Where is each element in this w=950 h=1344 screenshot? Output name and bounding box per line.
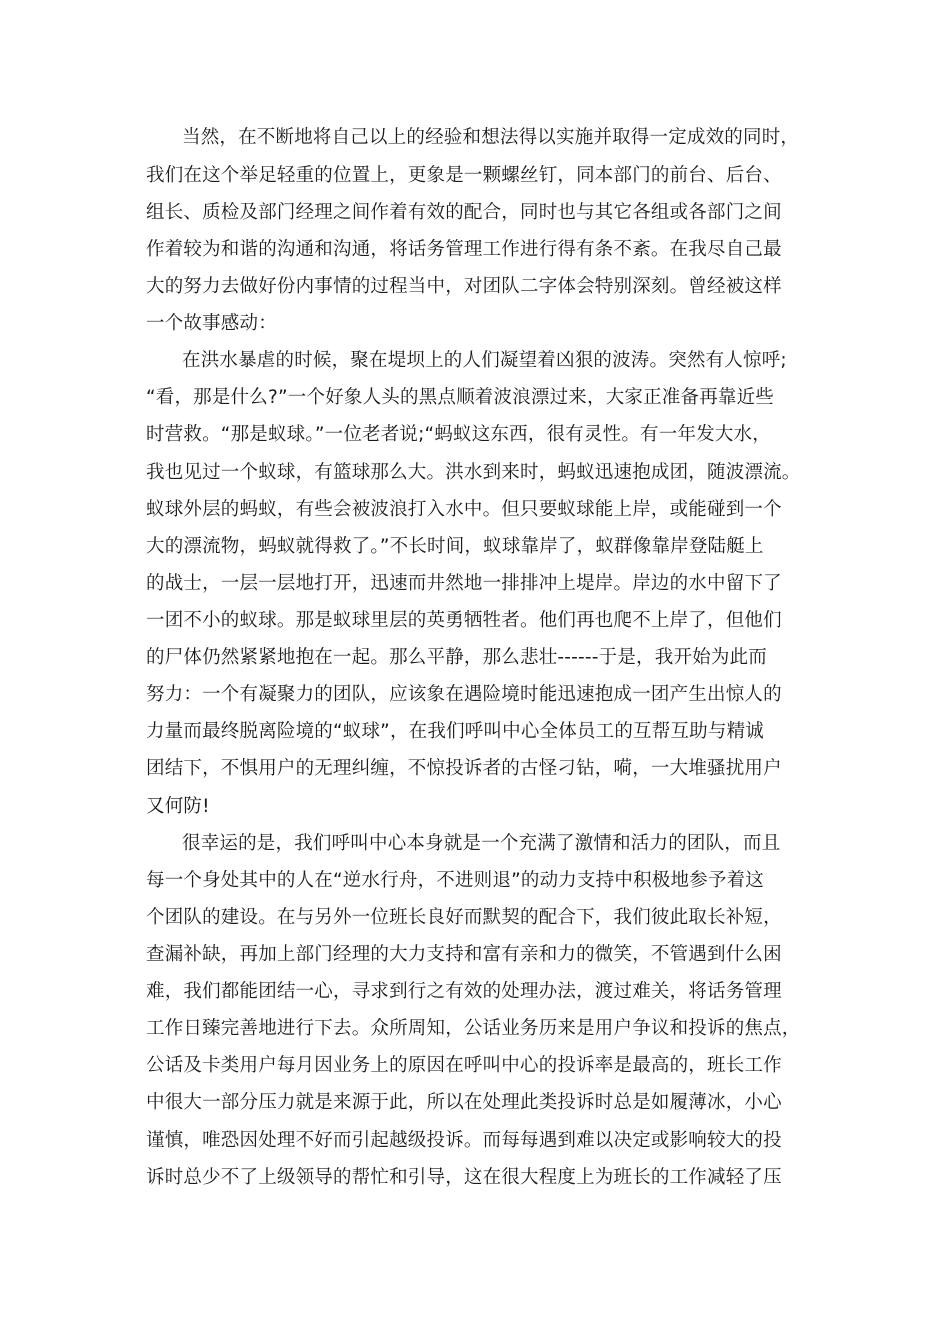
text-line: 在洪水暴虐的时候，聚在堤坝上的人们凝望着凶狠的波涛。突然有人惊呼; [182,350,787,371]
text-line: 个团队的建设。在与另外一位班长良好而默契的配合下，我们彼此取长补短， [146,907,782,928]
text-line: 努力：一个有凝聚力的团队，应该象在遇险境时能迅速抱成一团产生出惊人的 [146,684,782,705]
text-line: 一个故事感动： [146,313,277,334]
text-line: 的尸体仍然紧紧地抱在一起。那么平静，那么悲壮------于是，我开始为此而 [146,647,767,668]
text-line: 每一个身处其中的人在“逆水行舟，不进则退”的动力支持中积极地参予着这 [146,870,764,891]
text-line: 公话及卡类用户每月因业务上的原因在呼叫中心的投诉率是最高的，班长工作 [146,1055,782,1076]
text-line: 当然，在不断地将自己以上的经验和想法得以实施并取得一定成效的同时， [182,127,800,148]
text-line: 团结下，不惧用户的无理纠缠，不惊投诉者的古怪刁钻，嗬，一大堆骚扰用户 [146,758,782,779]
text-line: 我们在这个举足轻重的位置上，更象是一颗螺丝钉，同本部门的前台、后台、 [146,165,782,186]
text-line: 我也见过一个蚁球，有篮球那么大。洪水到来时，蚂蚁迅速抱成团，随波漂流。 [146,462,801,483]
text-line: 工作日臻完善地进行下去。众所周知，公话业务历来是用户争议和投诉的焦点， [146,1018,801,1039]
text-line: 查漏补缺，再加上部门经理的大力支持和富有亲和力的微笑，不管遇到什么困 [146,944,782,965]
text-line: 谨慎，唯恐因处理不好而引起越级投诉。而每每遇到难以决定或影响较大的投 [146,1130,782,1151]
text-line: 难，我们都能团结一心，寻求到行之有效的处理办法，渡过难关，将话务管理 [146,981,782,1002]
text-line: 作着较为和谐的沟通和沟通，将话务管理工作进行得有条不紊。在我尽自己最 [146,239,782,260]
text-line: 又何防! [146,796,210,817]
text-line: 诉时总少不了上级领导的帮忙和引导，这在很大程度上为班长的工作减轻了压 [146,1167,782,1188]
text-line: 的战士，一层一层地打开，迅速而井然地一排排冲上堤岸。岸边的水中留下了 [146,573,782,594]
text-line: 力量而最终脱离险境的“蚁球”，在我们呼叫中心全体员工的互帮互助与精诚 [146,721,764,742]
text-line: 时营救。“那是蚁球。”一位老者说;“蚂蚁这东西，很有灵性。有一年发大水， [146,424,771,445]
text-line: 组长、质检及部门经理之间作着有效的配合，同时也与其它各组或各部门之间 [146,202,782,223]
text-line: 大的漂流物，蚂蚁就得救了。”不长时间，蚁球靠岸了，蚁群像靠岸登陆艇上 [146,536,764,557]
text-line: 中很大一部分压力就是来源于此，所以在处理此类投诉时总是如履薄冰，小心 [146,1092,782,1113]
text-line: 很幸运的是，我们呼叫中心本身就是一个充满了激情和活力的团队，而且 [182,833,781,854]
text-line: 一团不小的蚁球。那是蚁球里层的英勇牺牲者。他们再也爬不上岸了，但他们 [146,610,782,631]
text-line: “看，那是什么?”一个好象人头的黑点顺着波浪漂过来，大家正准备再靠近些 [146,387,774,408]
text-line: 大的努力去做好份内事情的过程当中，对团队二字体会特别深刻。曾经被这样 [146,276,782,297]
text-line: 蚁球外层的蚂蚁，有些会被波浪打入水中。但只要蚁球能上岸，或能碰到一个 [146,499,782,520]
